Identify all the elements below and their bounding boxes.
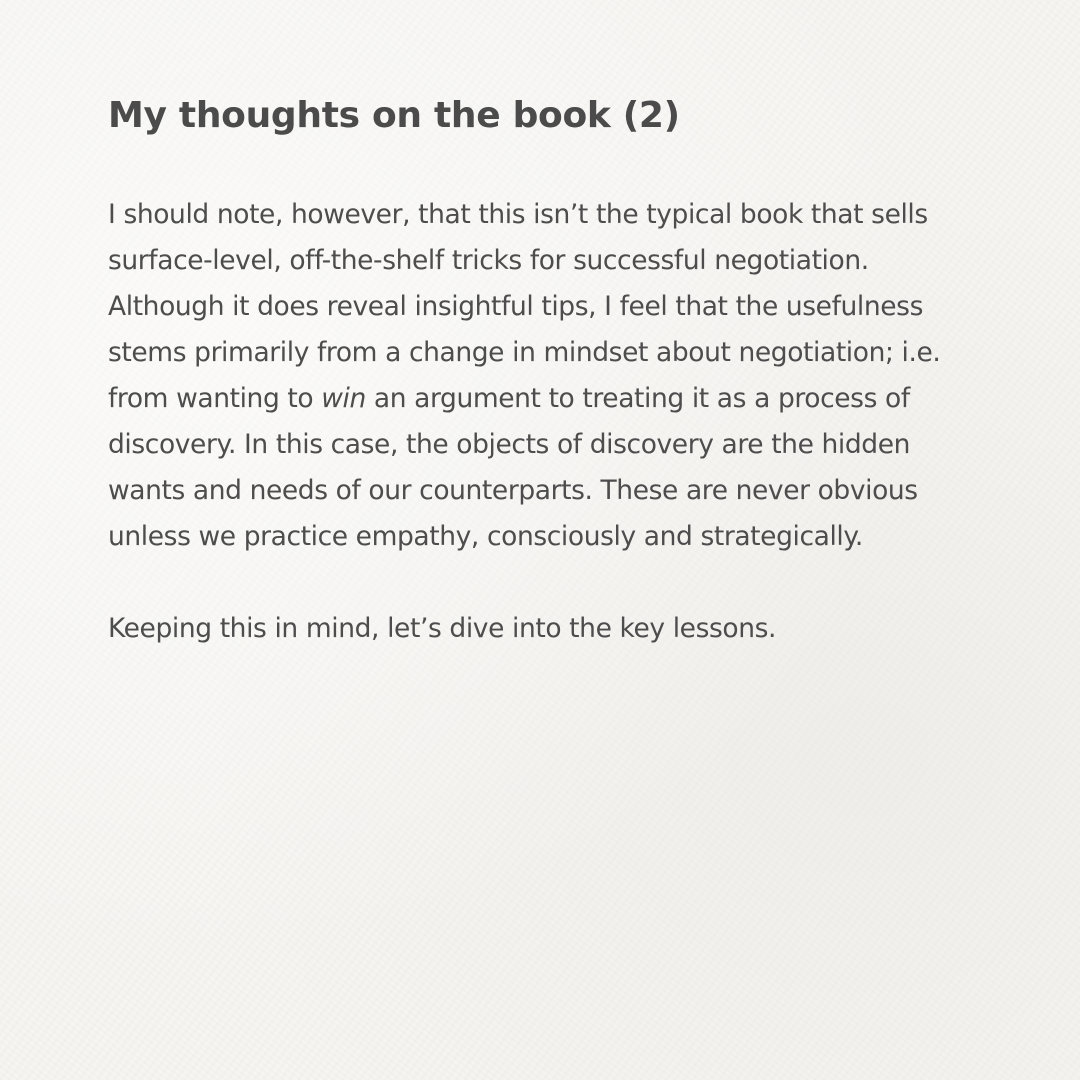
- paragraph-1-line-4: stems primarily from a change in mindset about negotiation; i.e.: [108, 337, 941, 368]
- paragraph-1-line-1: I should note, however, that this isn’t the typical book that sells: [108, 199, 928, 230]
- paragraph-1-line-6: discovery. In this case, the objects of discovery are the hidden: [108, 429, 911, 460]
- paragraph-2: [108, 606, 1008, 652]
- paragraph-1-line-2: surface-level, off-the-shelf tricks for successful negotiation.: [108, 245, 869, 276]
- paragraph-1-line-8: unless we practice empathy, consciously and strategically.: [108, 521, 863, 552]
- line-5-before: from wanting to: [108, 383, 322, 414]
- line-5-after: an argument to treating it as a process of: [365, 383, 910, 414]
- paragraph-gap: [108, 560, 1008, 606]
- emphasis-win: win: [321, 383, 366, 414]
- paragraph-1-line-7: wants and needs of our counterparts. These are never obvious: [108, 475, 918, 506]
- body-text: [108, 192, 1008, 652]
- paragraph-1-line-5: [108, 376, 1008, 422]
- paragraph-1-line-3: Although it does reveal insightful tips, I feel that the usefulness: [108, 291, 923, 322]
- paragraph-2-line-1: Keeping this in mind, let’s dive into the key lessons.: [108, 613, 777, 644]
- page-title: My thoughts on the book (2): [108, 95, 680, 136]
- paragraph-1: [108, 192, 1008, 560]
